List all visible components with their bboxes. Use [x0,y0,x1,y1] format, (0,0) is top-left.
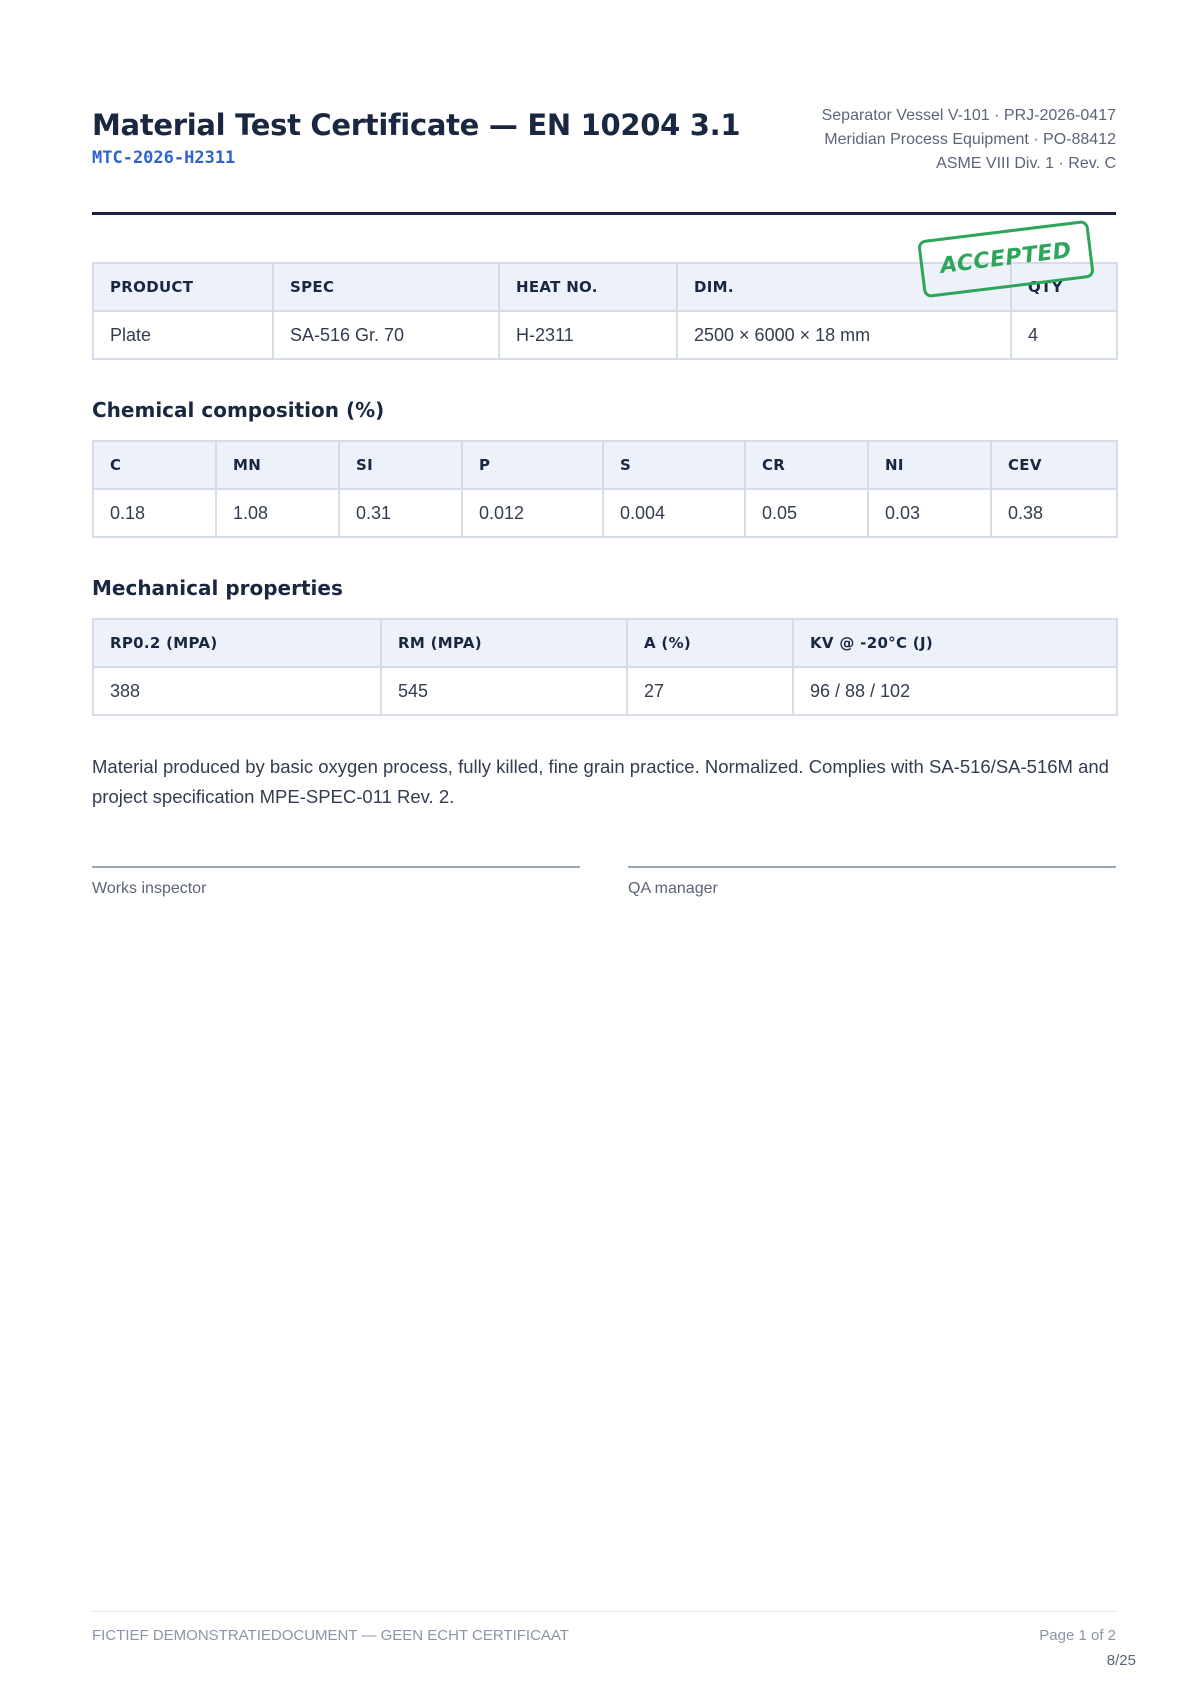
table-row [93,311,1117,359]
table-cell: 0.31 [339,489,462,537]
certificate-page [92,0,1116,1697]
header-divider [92,212,1116,215]
column-header: CEV [991,441,1117,489]
table-cell: 0.012 [462,489,603,537]
column-header: RP0.2 (MPA) [93,619,381,667]
meta-line-project: Separator Vessel V-101 · PRJ-2026-0417 [821,107,1116,124]
document-header [92,104,1116,184]
column-header: P [462,441,603,489]
table-header-row [93,619,1117,667]
column-header: PRODUCT [93,263,273,311]
table-cell: 1.08 [216,489,339,537]
signature-line-qa-manager [628,866,1116,897]
certificate-number: MTC-2026-H2311 [92,148,236,168]
column-header: MN [216,441,339,489]
table-cell: 0.03 [868,489,991,537]
page-counter: 8/25 [1106,1652,1136,1669]
table-cell: 4 [1011,311,1117,359]
chemical-composition-table [92,440,1118,538]
footer-disclaimer: FICTIEF DEMONSTRATIEDOCUMENT — GEEN ECHT CERTIFICAAT [92,1627,569,1644]
mechanical-section-title: Mechanical properties [92,576,343,600]
column-header: SPEC [273,263,499,311]
column-header: C [93,441,216,489]
table-cell: Plate [93,311,273,359]
table-cell: SA-516 Gr. 70 [273,311,499,359]
footer-divider [92,1611,1116,1612]
column-header: A (%) [627,619,793,667]
column-header: S [603,441,745,489]
table-cell: 0.38 [991,489,1117,537]
document-title: Material Test Certificate — EN 10204 3.1 [92,108,741,142]
table-cell: 27 [627,667,793,715]
meta-line-code: ASME VIII Div. 1 · Rev. C [936,155,1116,172]
column-header: CR [745,441,868,489]
column-header: NI [868,441,991,489]
column-header: SI [339,441,462,489]
accepted-stamp: ACCEPTED [917,220,1095,299]
column-header: RM (MPA) [381,619,627,667]
meta-line-supplier: Meridian Process Equipment · PO-88412 [824,131,1116,148]
mechanical-properties-table [92,618,1118,716]
project-meta [822,104,1116,176]
table-cell: 2500 × 6000 × 18 mm [677,311,1011,359]
signature-label: Works inspector [92,880,207,897]
table-row [93,667,1117,715]
table-cell: 388 [93,667,381,715]
chemical-section-title: Chemical composition (%) [92,398,385,422]
signature-label: QA manager [628,880,718,897]
signature-line-works-inspector [92,866,580,897]
table-cell: 0.05 [745,489,868,537]
table-cell: 545 [381,667,627,715]
table-cell: H-2311 [499,311,677,359]
table-cell: 0.18 [93,489,216,537]
table-cell: 0.004 [603,489,745,537]
column-header: HEAT NO. [499,263,677,311]
table-header-row [93,441,1117,489]
column-header: QTY [1011,263,1117,311]
table-cell: 96 / 88 / 102 [793,667,1117,715]
remarks-paragraph: Material produced by basic oxygen process, fully killed, fine grain practice. Normalized. Complies with SA-516/SA-516M and project specification MPE-SPEC-011 Rev. 2. [92,756,1109,807]
column-header: KV @ -20°C (J) [793,619,1117,667]
table-row [93,489,1117,537]
page-number: Page 1 of 2 [1039,1627,1116,1644]
column-header: DIM. [677,263,1011,311]
